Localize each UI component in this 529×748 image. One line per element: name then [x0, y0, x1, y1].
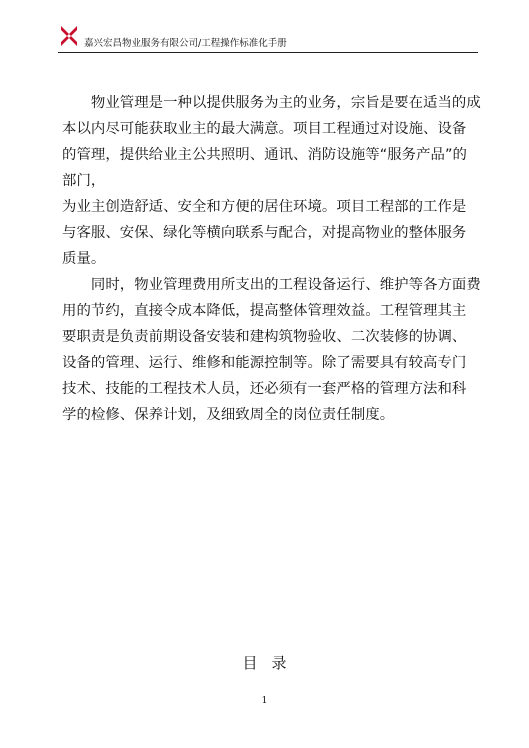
header-title: 嘉兴宏昌物业服务有限公司/工程操作标准化手册 [84, 38, 287, 49]
body-line: 本以内尽可能获取业主的最大满意。项目工程通过对设施、设备 [62, 121, 467, 137]
body-line: 质量。 [62, 251, 106, 267]
body-line: 技术、技能的工程技术人员，还必须有一套严格的管理方法和科 [62, 381, 467, 397]
body-paragraphs [62, 90, 481, 428]
body-line: 学的检修、保养计划，及细致周全的岗位责任制度。 [62, 407, 395, 423]
header-divider [58, 52, 478, 53]
body-line: 部门， [62, 173, 106, 189]
body-line: 同时，物业管理费用所支出的工程设备运行、维护等各方面费 [62, 277, 481, 293]
company-logo-icon [58, 24, 80, 50]
body-line: 的管理，提供给业主公共照明、通讯、消防设施等“服务产品”的 [62, 147, 467, 163]
page-header [58, 24, 478, 54]
page-number: 1 [261, 696, 268, 706]
body-line: 为业主创造舒适、安全和方便的居住环境。项目工程部的工作是 [62, 199, 467, 215]
body-line: 用的节约，直接令成本降低，提高整体管理效益。工程管理其主 [62, 303, 467, 319]
body-line: 与客服、安保、绿化等横向联系与配合，对提高物业的整体服务 [62, 225, 467, 241]
body-line: 要职责是负责前期设备安装和建构筑物验收、二次装修的协调、 [62, 329, 467, 345]
body-line: 设备的管理、运行、维修和能源控制等。除了需要具有较高专门 [62, 355, 467, 371]
toc-heading: 目录 [242, 654, 301, 672]
body-line: 物业管理是一种以提供服务为主的业务，宗旨是要在适当的成 [62, 95, 481, 111]
